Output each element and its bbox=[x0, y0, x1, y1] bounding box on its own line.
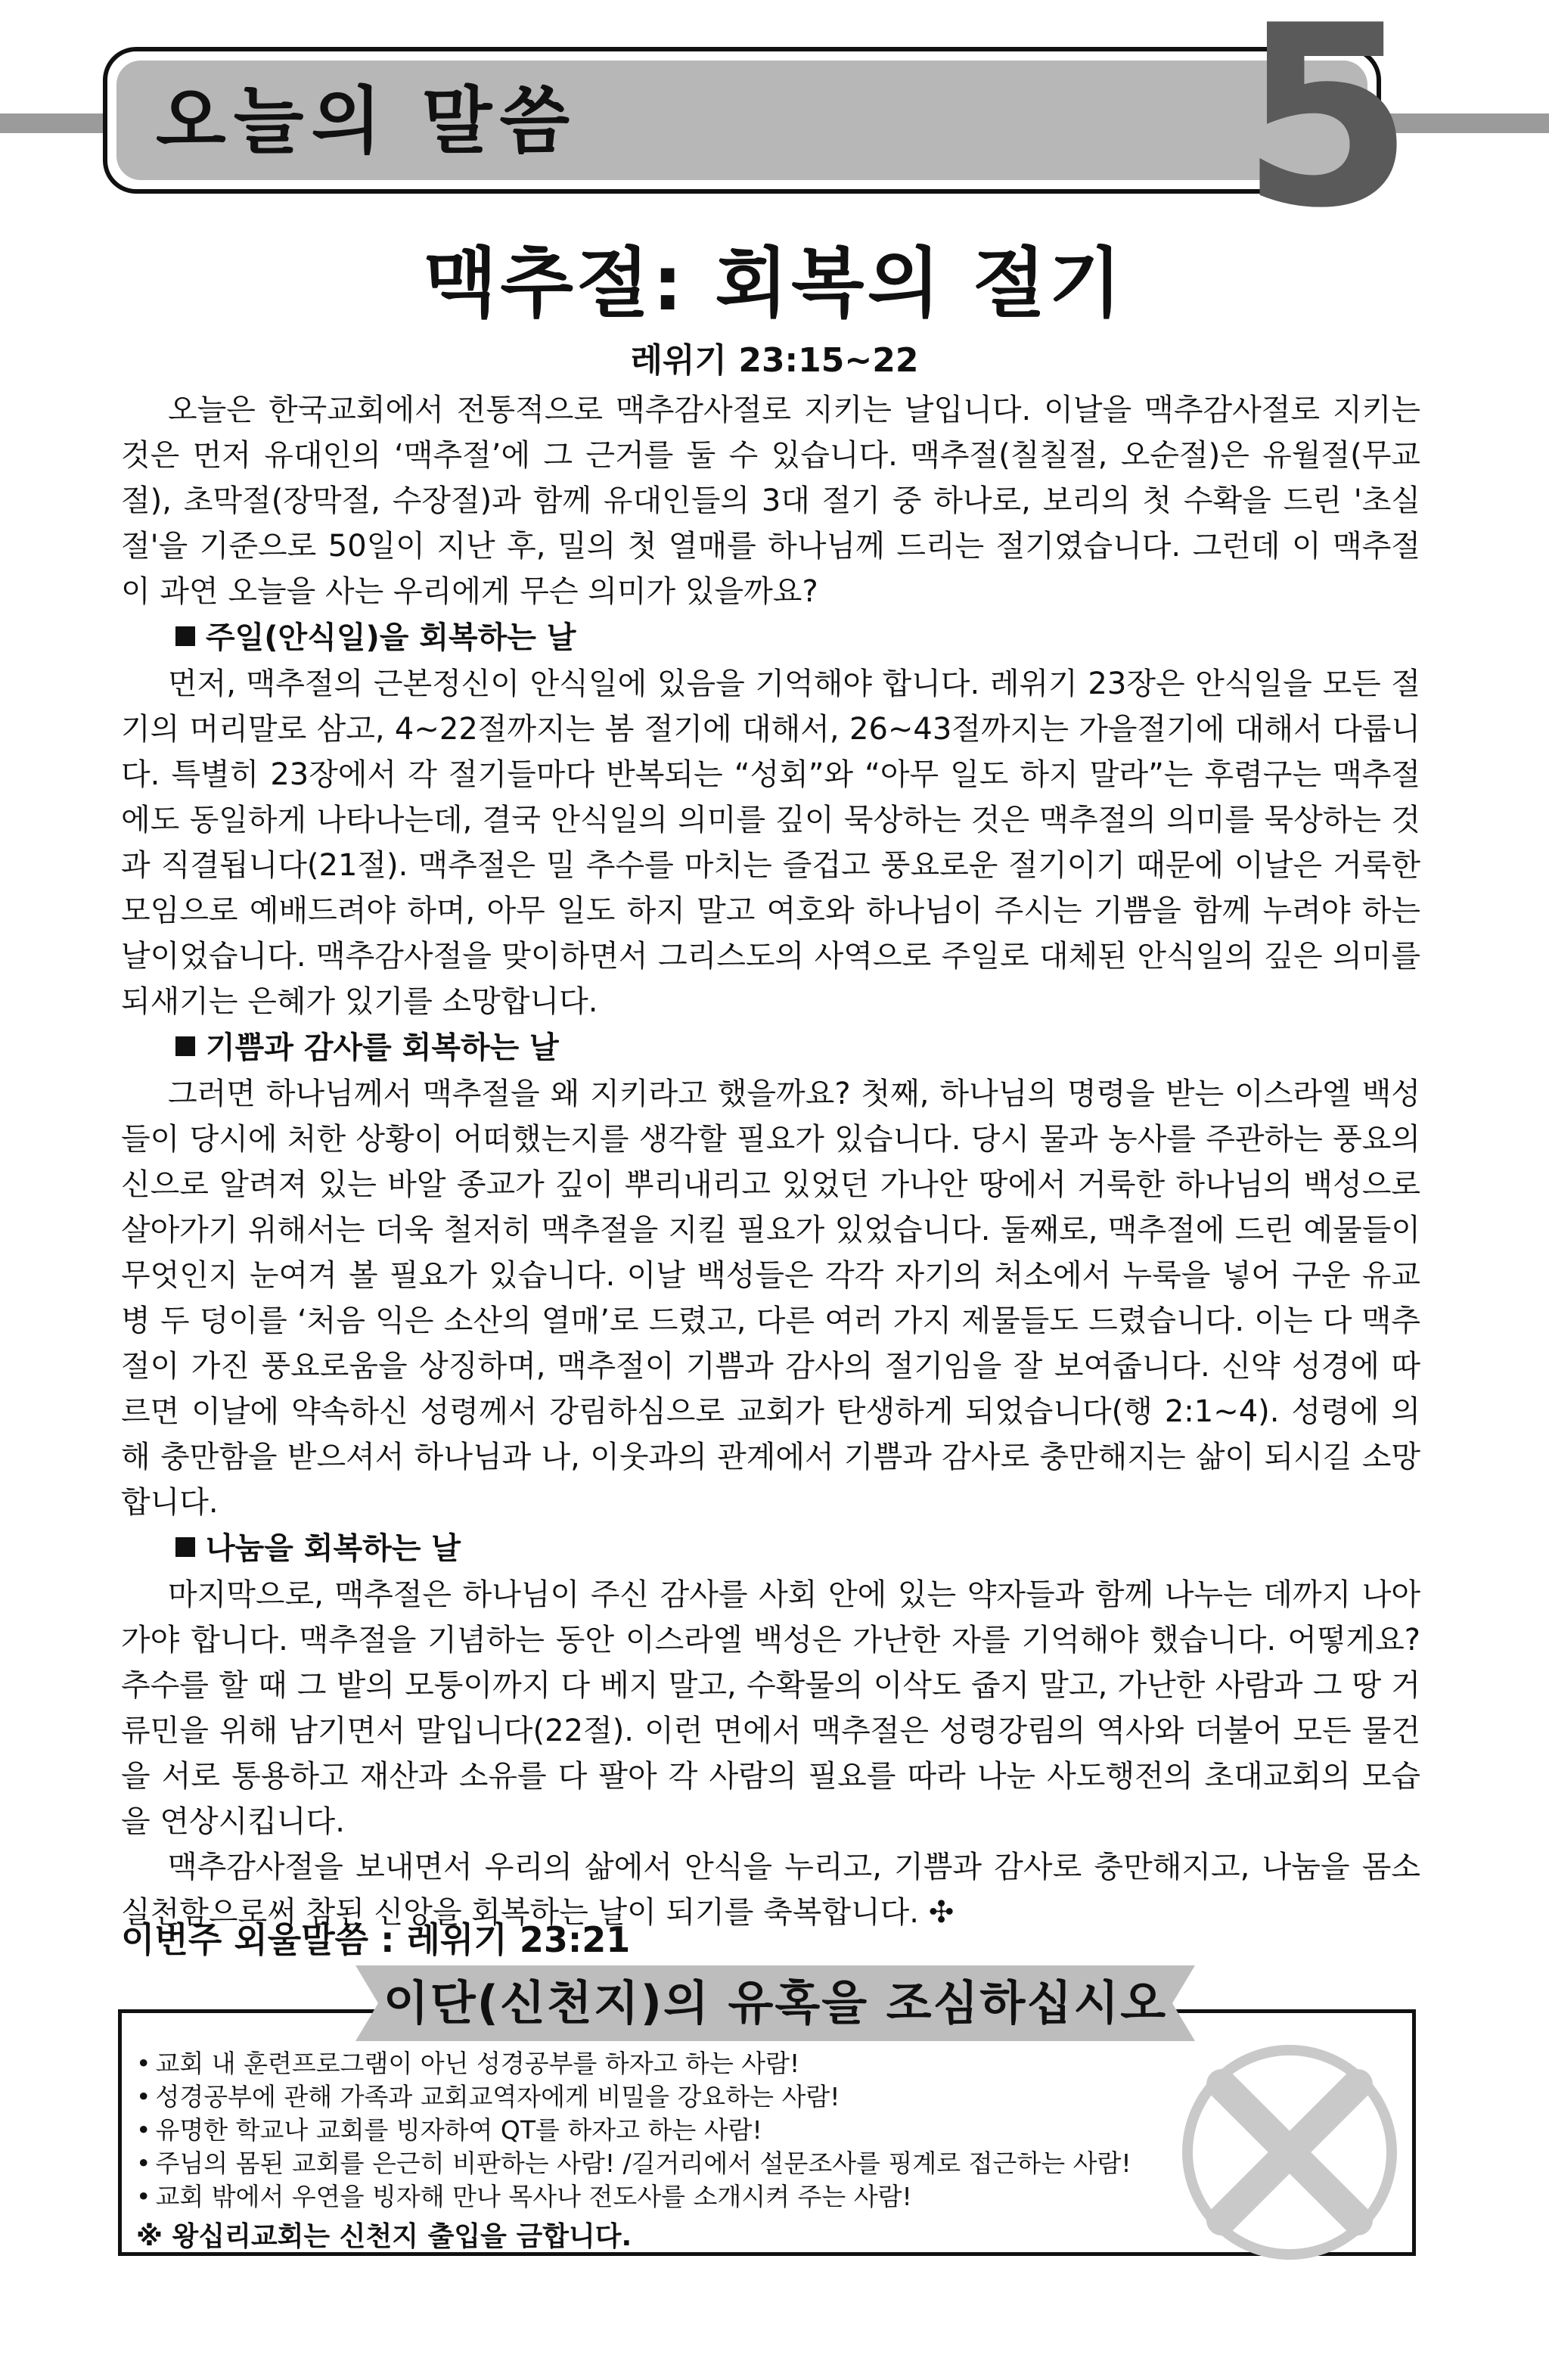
section-heading bbox=[121, 1525, 1420, 1572]
bullet-icon: • bbox=[136, 2115, 151, 2145]
intro-paragraph: 오늘은 한국교회에서 전통적으로 맥추감사절로 지키는 날입니다. 이날을 맥추감사절로 지키는 것은 먼저 유대인의 ‘맥추절’에 그 근거를 둘 수 있습니다. 맥추절(칠칠절, 오순절)은 유월절(무교절), 초막절(장막절, 수장절)과 함께 유대인들의 3대 절기 중 하나로, 보리의 첫 수확을 드린 '초실절'을 기준으로 50일이 지난 후, 밀의 첫 열매를 하나님께 드리는 절기였습니다. 그런데 이 맥추절이 과연 오늘을 사는 우리에게 무슨 의미가 있을까요? bbox=[121, 393, 1420, 609]
scripture-reference: 레위기 23:15~22 bbox=[630, 341, 919, 380]
bullet-icon: • bbox=[136, 2082, 151, 2111]
section-heading bbox=[121, 1024, 1420, 1071]
list-item bbox=[136, 2080, 1392, 2114]
section-heading-text: 나눔을 회복하는 날 bbox=[206, 1531, 461, 1566]
closing-paragraph: 맥추감사절을 보내면서 우리의 삶에서 안식을 누리고, 기쁨과 감사로 충만해지고, 나눔을 몸소 실천함으로써 참된 신앙을 회복하는 날이 되기를 축복합니다. ✣ bbox=[121, 1850, 1420, 1930]
list-item bbox=[136, 2114, 1392, 2147]
list-item bbox=[136, 2180, 1392, 2214]
article-body bbox=[121, 387, 1420, 1935]
section-heading-text: 주일(안식일)을 회복하는 날 bbox=[206, 620, 576, 655]
section-paragraph: 마지막으로, 맥추절은 하나님이 주신 감사를 사회 안에 있는 약자들과 함께 나누는 데까지 나아가야 합니다. 맥추절을 기념하는 동안 이스라엘 백성은 가난한 자를 기억해야 했습니다. 어떻게요? 추수를 할 때 그 밭의 모퉁이까지 다 베지 말고, 수확물의 이삭도 줍지 말고, 가난한 사람과 그 땅 거류민을 위해 남기면서 말입니다(22절). 이런 면에서 맥추절은 성령강림의 역사와 더불어 모든 물건을 서로 통용하고 재산과 소유를 다 팔아 각 사람의 필요를 따라 나눈 사도행전의 초대교회의 모습을 연상시킵니다. bbox=[121, 1577, 1420, 1839]
list-item bbox=[136, 2147, 1392, 2180]
list-item-text: 교회 밖에서 우연을 빙자해 만나 목사나 전도사를 소개시켜 주는 사람! bbox=[155, 2182, 912, 2211]
bullet-icon: • bbox=[136, 2182, 151, 2211]
section-title: 오늘의 말씀 bbox=[156, 79, 578, 163]
section-heading bbox=[121, 614, 1420, 661]
page-number: 5 bbox=[1240, 0, 1414, 263]
square-bullet-icon bbox=[175, 1036, 195, 1056]
section-heading-text: 기쁨과 감사를 회복하는 날 bbox=[206, 1030, 559, 1065]
list-item-text: 유명한 학교나 교회를 빙자하여 QT를 하자고 하는 사람! bbox=[155, 2115, 762, 2145]
notice-list bbox=[136, 2047, 1392, 2214]
square-bullet-icon bbox=[175, 1537, 195, 1557]
memory-verse: 이번주 외울말씀 : 레위기 23:21 bbox=[121, 1919, 631, 1960]
bullet-icon: • bbox=[136, 2149, 151, 2178]
list-item-text: 성경공부에 관해 가족과 교회교역자에게 비밀을 강요하는 사람! bbox=[155, 2082, 840, 2111]
notice-title: 이단(신천지)의 유혹을 조심하십시오 bbox=[383, 1975, 1168, 2030]
section-paragraph: 그러면 하나님께서 맥추절을 왜 지키라고 했을까요? 첫째, 하나님의 명령을 받는 이스라엘 백성들이 당시에 처한 상황이 어떠했는지를 생각할 필요가 있습니다. 당시 물과 농사를 주관하는 풍요의 신으로 알려져 있는 바알 종교가 깊이 뿌리내리고 있었던 가나안 땅에서 거룩한 하나님의 백성으로 살아가기 위해서는 더욱 철저히 맥추절을 지킬 필요가 있었습니다. 둘째로, 맥추절에 드린 예물들이 무엇인지 눈여겨 볼 필요가 있습니다. 이날 백성들은 각각 자기의 처소에서 누룩을 넣어 구운 유교병 두 덩이를 ‘처음 익은 소산의 열매’로 드렸고, 다른 여러 가지 제물들도 드렸습니다. 이는 다 맥추절이 가진 풍요로움을 상징하며, 맥추절이 기쁨과 감사의 절기임을 잘 보여줍니다. 신약 성경에 따르면 이날에 약속하신 성령께서 강림하심으로 교회가 탄생하게 되었습니다(행 2:1~4). 성령에 의해 충만함을 받으셔서 하나님과 나, 이웃과의 관계에서 기쁨과 감사로 충만해지는 삶이 되시길 소망합니다. bbox=[121, 1077, 1421, 1520]
notice-footer: ※ 왕십리교회는 신천지 출입을 금합니다. bbox=[136, 2221, 632, 2252]
list-item-text: 주님의 몸된 교회를 은근히 비판하는 사람! /길거리에서 설문조사를 핑계로 접근하는 사람! bbox=[155, 2149, 1131, 2178]
section-paragraph: 먼저, 맥추절의 근본정신이 안식일에 있음을 기억해야 합니다. 레위기 23장은 안식일을 모든 절기의 머리말로 삼고, 4~22절까지는 봄 절기에 대해서, 26~43절까지는 가을절기에 대해서 다룹니다. 특별히 23장에서 각 절기들마다 반복되는 “성회”와 “아무 일도 하지 말라”는 후렴구는 맥추절에도 동일하게 나타나는데, 결국 안식일의 의미를 깊이 묵상하는 것은 맥추절의 의미를 묵상하는 것과 직결됩니다(21절). 맥추절은 밀 추수를 마치는 즐겁고 풍요로운 절기이기 때문에 이날은 거룩한 모임으로 예배드려야 하며, 아무 일도 하지 말고 여호와 하나님이 주시는 기쁨을 함께 누려야 하는 날이었습니다. 맥추감사절을 맞이하면서 그리스도의 사역으로 주일로 대체된 안식일의 깊은 의미를 되새기는 은혜가 있기를 소망합니다. bbox=[121, 666, 1420, 1019]
notice-banner bbox=[355, 1965, 1195, 2041]
list-item-text: 교회 내 훈련프로그램이 아닌 성경공부를 하자고 하는 사람! bbox=[155, 2049, 800, 2078]
bullet-icon: • bbox=[136, 2049, 151, 2078]
article-title: 맥추절: 회복의 절기 bbox=[424, 239, 1125, 328]
list-item bbox=[136, 2047, 1392, 2080]
square-bullet-icon bbox=[175, 626, 195, 646]
